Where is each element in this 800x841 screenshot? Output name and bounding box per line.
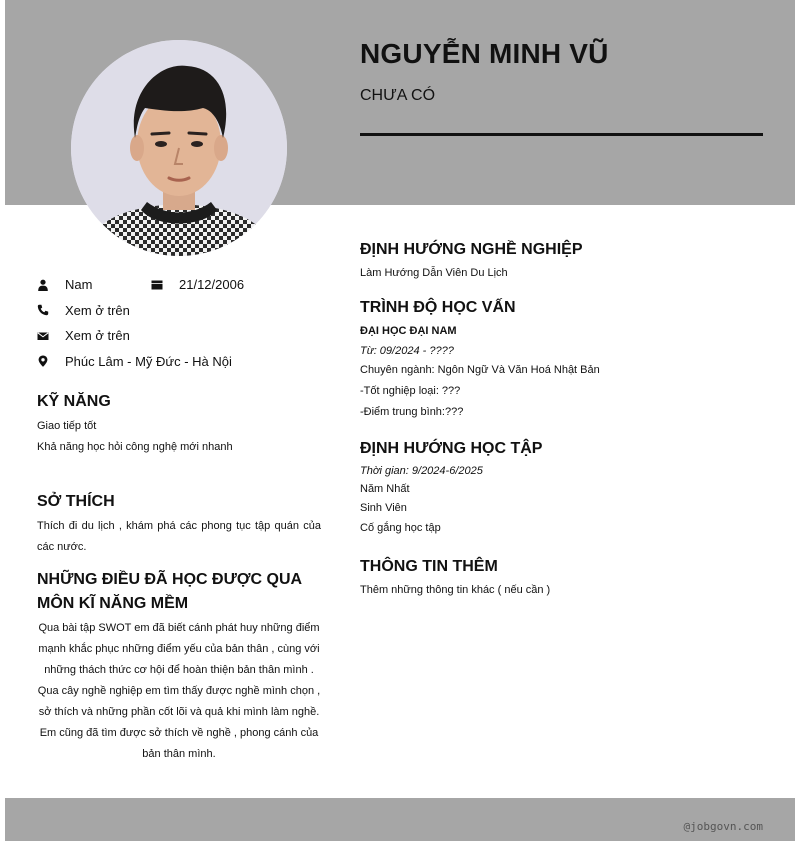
skill-item: Khả năng học hỏi công nghệ mới nhanh xyxy=(37,441,233,453)
gender-item xyxy=(37,277,151,292)
info-row-email xyxy=(37,323,321,349)
extra-text: Thêm những thông tin khác ( nếu cần ) xyxy=(360,584,551,596)
footer-brand: @jobgovn.com xyxy=(683,820,763,833)
mail-icon xyxy=(37,330,49,342)
gender-value: Nam xyxy=(65,277,93,293)
soft-skills-text: Qua bài tập SWOT em đã biết cánh phát huy những điểm mạnh khắc phục những điểm yếu của bản thân , cùng với những thách thức cơ hội để hoàn thiện bản thân mình . Qua cây nghề nghiệp em tìm thấy được nghề mình chọn , sở thích và những phần cốt lõi và quả khi mình làm nghề. Em cũng đã tìm được sở thích về nghề , phong cánh của bản thân mình. xyxy=(37,622,321,760)
study-plan-year: Năm Nhất xyxy=(360,483,410,495)
phone-value: Xem ở trên xyxy=(65,302,130,318)
education-title: TRÌNH ĐỘ HỌC VẤN xyxy=(360,299,516,316)
hobbies-title: SỞ THÍCH xyxy=(37,493,115,510)
location-pin-icon xyxy=(37,355,49,367)
birthday-item xyxy=(151,277,244,292)
title-divider xyxy=(360,133,763,136)
right-column xyxy=(360,238,770,601)
education-major: Chuyên ngành: Ngôn Ngữ Và Văn Hoá Nhật Bản xyxy=(360,364,600,376)
study-plan-period: Thời gian: 9/2024-6/2025 xyxy=(360,465,483,477)
skill-item: Giao tiếp tốt xyxy=(37,420,97,432)
education-grade: -Tốt nghiệp loại: ??? xyxy=(360,385,461,397)
candidate-position: CHƯA CÓ xyxy=(360,87,436,104)
soft-skills-title: NHỮNG ĐIỀU ĐÃ HỌC ĐƯỢC QUA MÔN KĨ NĂNG MỀM xyxy=(37,571,302,612)
education-gpa: -Điểm trung bình:??? xyxy=(360,406,464,418)
cv-page xyxy=(5,0,795,841)
hobbies-text: Thích đi du lịch , khám phá các phong tục tập quán của các nước. xyxy=(37,520,321,553)
phone-icon xyxy=(37,304,49,316)
career-title: ĐỊNH HƯỚNG NGHỀ NGHIỆP xyxy=(360,241,583,258)
info-row-address xyxy=(37,349,321,375)
candidate-name: NGUYỄN MINH VŨ xyxy=(360,38,609,69)
footer-band xyxy=(5,798,795,841)
study-plan-role: Sinh Viên xyxy=(360,502,407,514)
study-plan-goal: Cố gắng học tập xyxy=(360,522,441,534)
career-text: Làm Hướng Dẫn Viên Du Lịch xyxy=(360,267,508,279)
study-plan-title: ĐỊNH HƯỚNG HỌC TẬP xyxy=(360,440,543,457)
email-value: Xem ở trên xyxy=(65,328,130,344)
avatar xyxy=(71,40,287,256)
education-period: Từ: 09/2024 - ???? xyxy=(360,345,454,357)
calendar-icon xyxy=(151,279,163,291)
info-row-gender-birthday xyxy=(37,272,321,298)
person-icon xyxy=(37,279,49,291)
avatar-photo xyxy=(71,40,287,256)
extra-title: THÔNG TIN THÊM xyxy=(360,558,498,575)
address-value: Phúc Lâm - Mỹ Đức - Hà Nội xyxy=(65,353,232,369)
info-row-phone xyxy=(37,298,321,324)
birthday-value: 21/12/2006 xyxy=(179,277,245,293)
skills-title: KỸ NĂNG xyxy=(37,393,111,410)
left-column xyxy=(37,272,321,765)
education-school: ĐẠI HỌC ĐẠI NAM xyxy=(360,325,457,337)
